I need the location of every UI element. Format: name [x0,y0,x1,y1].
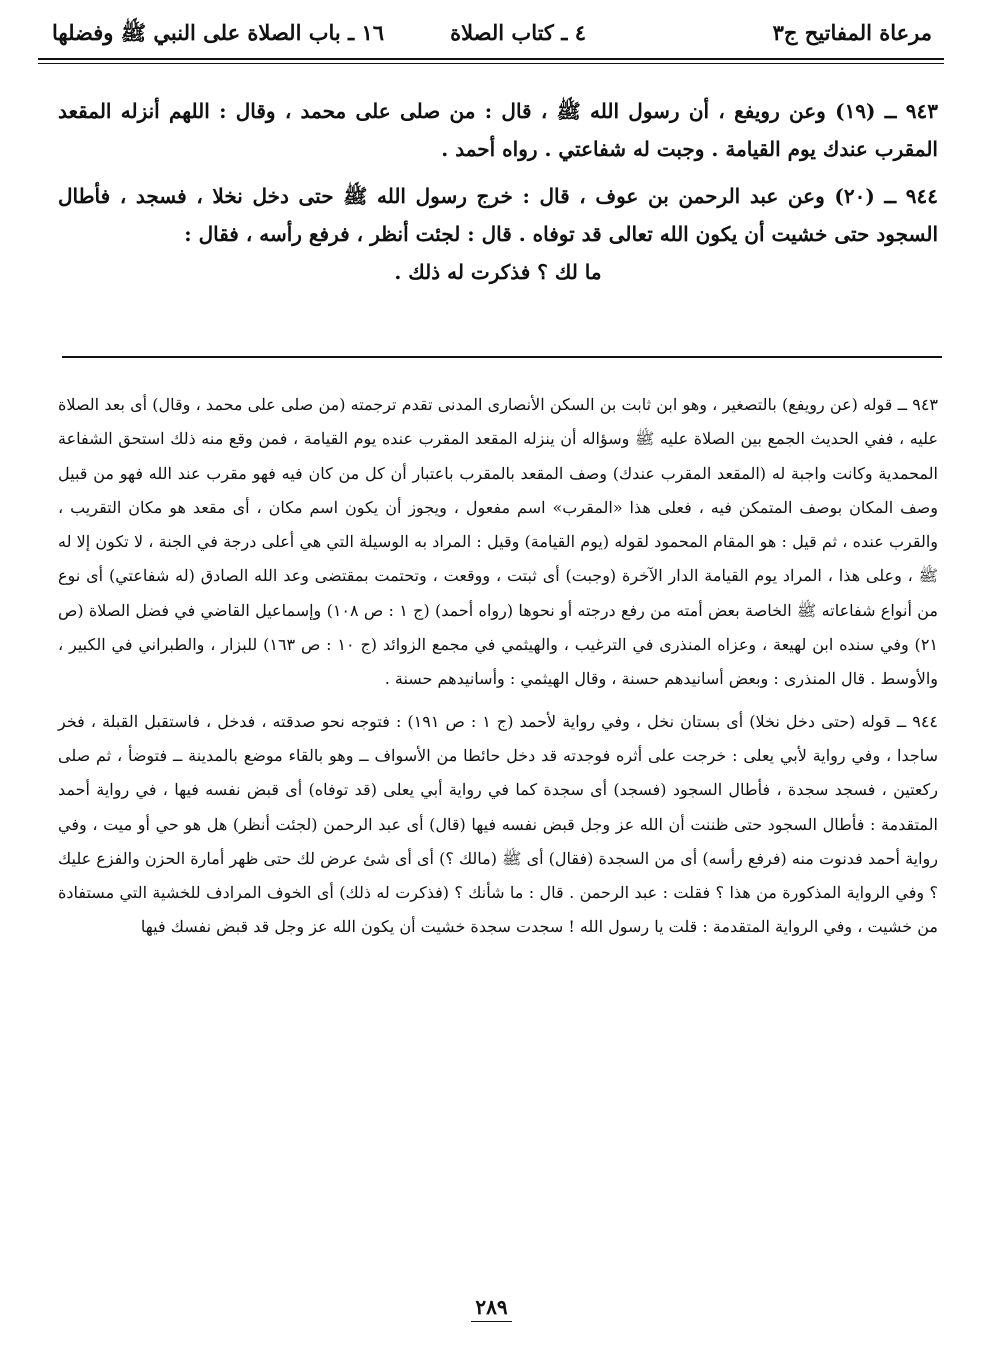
commentary-944: ٩٤٤ ــ قوله (حتى دخل نخلا) أى بستان نخل ، وفي رواية لأحمد (ج ١ : ص ١٩١) : فتوجه نحو صدقته ، فدخل ، فاستقبل القبلة ، فخر ساجدا ، وفي رواية لأبي يعلى : خرجت على أثره فوجدته قد دخل حائطا من الأسواف ــ وهو بالقاء موضع بالمدينة ــ فتوضأ ، ثم صلى ركعتين ، فسجد سجدة ، فأطال السجود (فسجد) أى سجدة كما في رواية أبي يعلى (قد توفاه) أى قبض نفسه فيها ، في رواية أحمد المتقدمة : فأطال السجود حتى ظننت أن الله عز وجل قبض نفسه فيها (قال) أى عبد الرحمن (لجئت أنظر) هل هو حي أو ميت ، وفي رواية أحمد فدنوت منه (فرفع رأسه) أى من السجدة (فقال) أى ﷺ (مالك ؟) أى أى شئ عرض لك حتى ظهر أمارة الحزن والفزع عليك ؟ وفي الرواية المذكورة من هذا ؟ فقلت : عبد الرحمن . قال : ما شأنك ؟ (فذكرت له ذلك) أى الخوف المرادف للخشية التي مستفادة من خشيت ، وفي الرواية المتقدمة : قلت يا رسول الله ! سجدت سجدة خشيت أن يكون الله عز وجل قد قبض نفسك فيها [58,711,939,937]
page-number: ٢٨٩ [471,1295,511,1322]
commentary-block [58,388,938,953]
header-section: ١٦ ـ باب الصلاة على النبي ﷺ وفضلها [52,20,385,45]
hadith-944-end: ما لك ؟ فذكرت له ذلك . [394,260,602,284]
hadith-944 [58,177,938,253]
running-header [52,14,932,54]
page-number-footer [0,1295,983,1322]
commentary-943: ٩٤٣ ــ قوله (عن رويفع) بالتصغير ، وهو ابن ثابت بن السكن الأنصارى المدنى تقدم ترجمته (من صلى على محمد ، وقال) أى بعد الصلاة عليه ، ففي الحديث الجمع بين الصلاة عليه ﷺ وسؤاله أن ينزله المقعد المقرب عنده يوم القيامة ، فمن وقع منه ذلك استحق الشفاعة المحمدية وكانت واجبة له (المقعد المقرب عندك) وصف المقعد بالمقرب باعتبار أن كل من كان فيه فهو مقرب عند الله فهو من قبيل وصف المكان بوصف المتمكن فيه ، فعلى هذا «المقرب» اسم مفعول ، ويجوز أن يكون اسم مكان ، أى مقعد هو مكان التقريب ، والقرب عنده ، ثم قيل : هو المقام المحمود لقوله (يوم القيامة) وقيل : المراد به الوسيلة التي هي أعلى درجة في الجنة ، لا تكون إلا له ﷺ ، وعلى هذا ، المراد يوم القيامة الدار الآخرة (وجبت) أى ثبتت ، ووقعت ، وتحتمت بمقتضى وعد الله الصادق (له شفاعتي) أى نوع من أنواع شفاعاته ﷺ الخاصة بعض أمته من رفع درجته أو نحوها (رواه أحمد) (ج ١ : ص ١٠٨) وإسماعيل القاضي في فضل الصلاة (ص ٢١) وفي سنده ابن لهيعة ، وعزاه المنذرى في الترغيب ، والهيثمي في مجمع الزوائد (ج ١٠ : ص ١٦٣) للبزار ، والطبراني في الكبير ، والأوسط . قال المنذرى : وبعض أسانيدهم حسنة ، وقال الهيثمي : وأسانيدهم حسنة . [58,395,939,689]
hadith-text-block [58,92,938,300]
section-divider [62,356,942,358]
hadith-943: ٩٤٣ ــ (١٩) وعن رويفع ، أن رسول الله ﷺ ، قال : من صلى على محمد ، وقال : اللهم أنزله المقعد المقرب عندك يوم القيامة . وجبت له شفاعتي . رواه أحمد . [58,99,939,161]
header-rule-thick [38,58,944,60]
header-book-title: مرعاة المفاتيح ج٣ [772,20,932,45]
header-chapter: ٤ ـ كتاب الصلاة [450,20,586,45]
hadith-944-body: ٩٤٤ ــ (٢٠) وعن عبد الرحمن بن عوف ، قال : خرج رسول الله ﷺ حتى دخل نخلا ، فسجد ، فأطال السجود حتى خشيت أن يكون الله تعالى قد توفاه . قال : لجئت أنظر ، فرفع رأسه ، فقال : [58,184,938,246]
header-rule-thin [38,63,944,64]
